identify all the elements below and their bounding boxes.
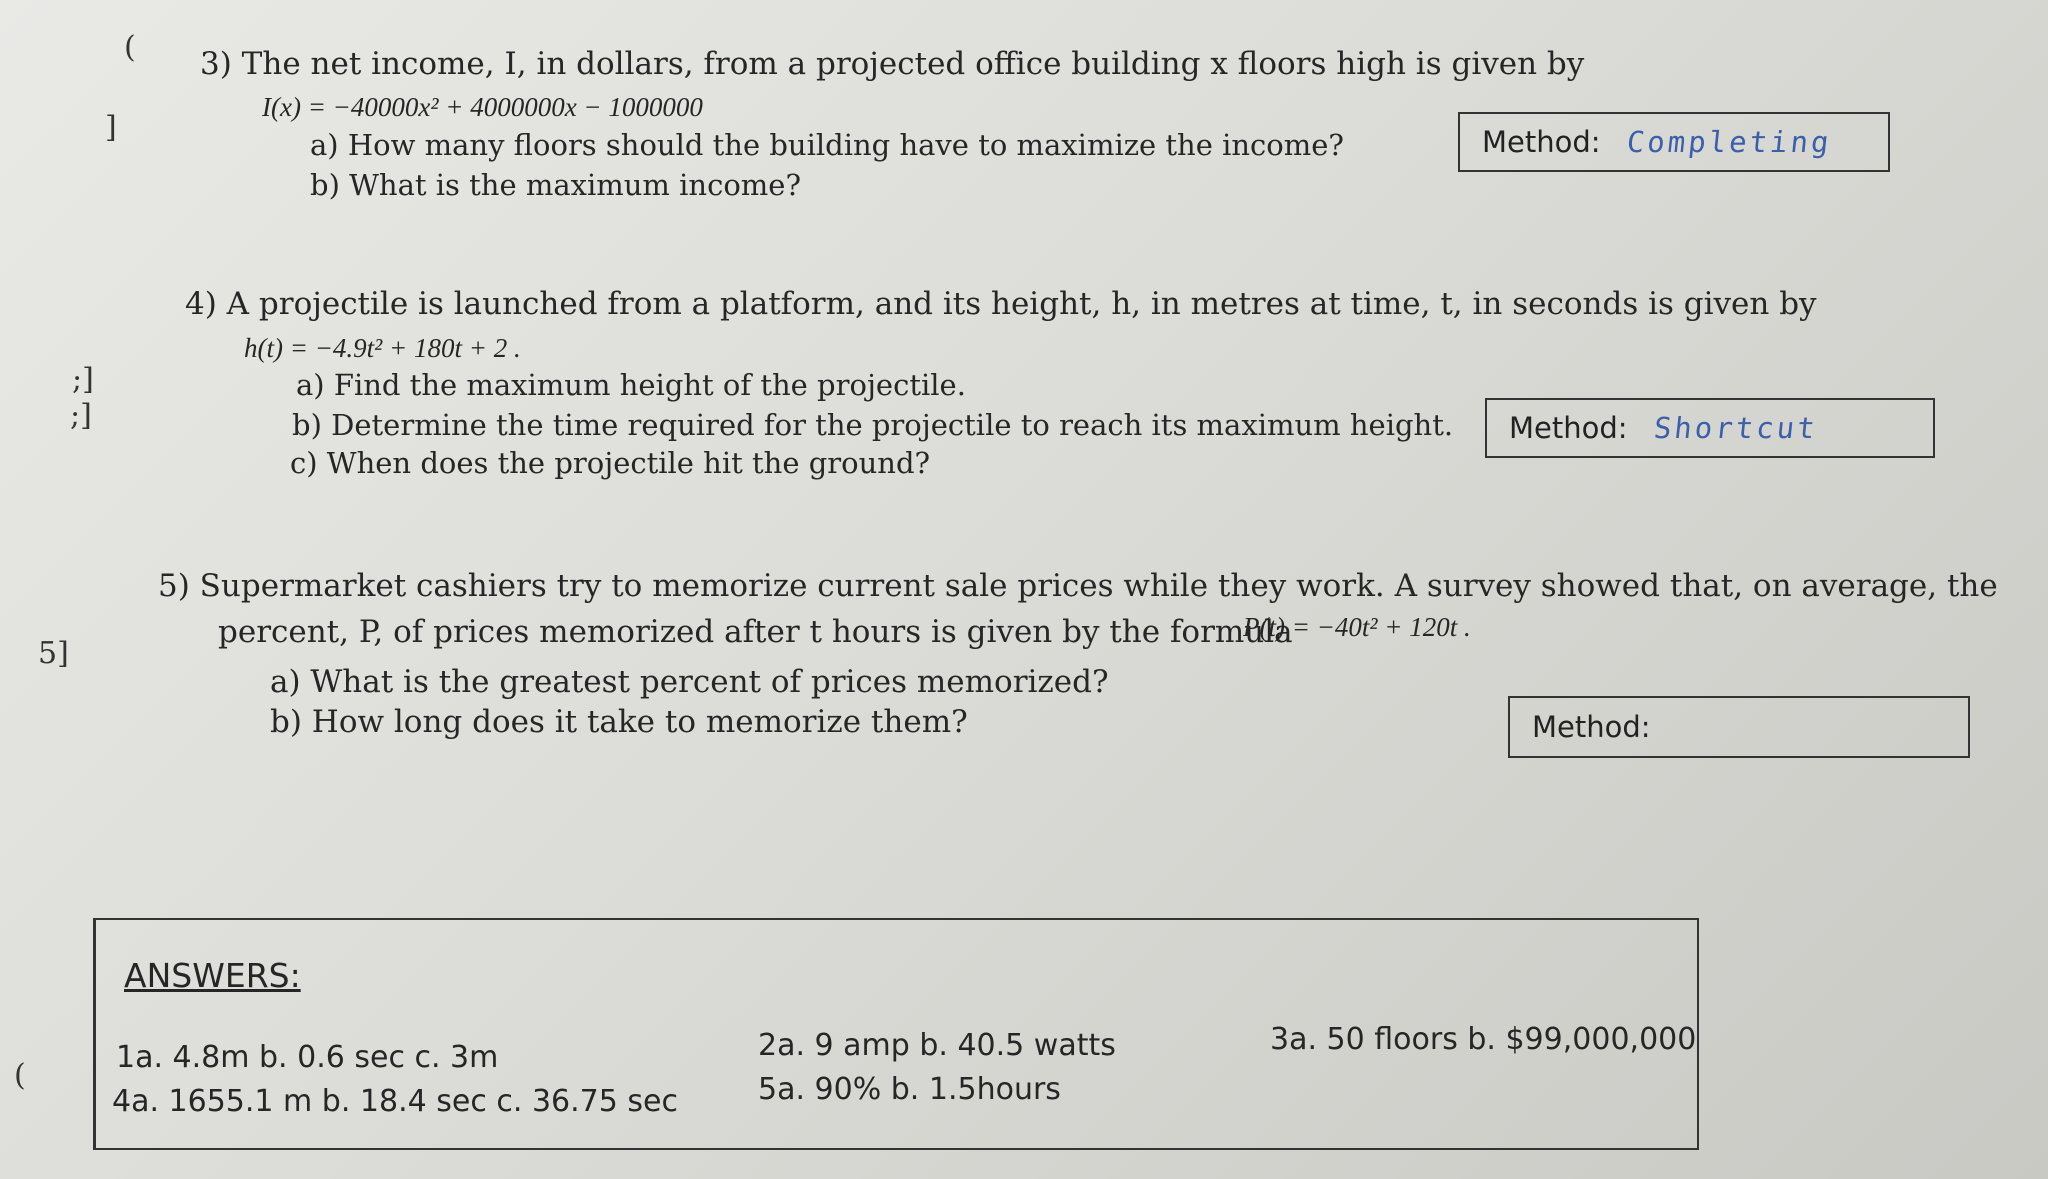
question-4-formula: h(t) = −4.9t² + 180t + 2 .	[244, 333, 521, 363]
answer-4: 4a. 1655.1 m b. 18.4 sec c. 36.75 sec	[112, 1084, 678, 1119]
question-5-text-line-2: percent, P, of prices memorized after t hours is given by the formula	[218, 614, 1293, 650]
question-3-text: 3) The net income, I, in dollars, from a projected office building x floors high is given by	[200, 46, 1585, 82]
answers-box	[93, 918, 1699, 1150]
question-4-part-c: c) When does the projectile hit the ground?	[290, 446, 931, 480]
answer-5: 5a. 90% b. 1.5hours	[758, 1072, 1061, 1107]
margin-mark: ]	[105, 110, 117, 145]
question-4-part-a: a) Find the maximum height of the projectile.	[296, 368, 966, 402]
method-handwritten: Completing	[1624, 125, 1833, 159]
margin-mark: ;]	[70, 398, 92, 433]
question-5-text-line-1: 5) Supermarket cashiers try to memorize current sale prices while they work. A survey showed that, on average, the	[158, 568, 1998, 604]
method-label: Method:	[1532, 710, 1651, 744]
answers-title: ANSWERS:	[124, 956, 301, 995]
method-box-q3	[1458, 112, 1890, 172]
margin-mark: ;]	[72, 362, 94, 397]
question-4-part-b: b) Determine the time required for the projectile to reach its maximum height.	[292, 408, 1454, 442]
answer-2: 2a. 9 amp b. 40.5 watts	[758, 1028, 1116, 1063]
question-5-part-b: b) How long does it take to memorize them?	[270, 704, 968, 740]
margin-mark: (	[124, 30, 136, 65]
question-3-formula: I(x) = −40000x² + 4000000x − 1000000	[262, 92, 703, 122]
method-box-q5	[1508, 696, 1970, 758]
method-label: Method:	[1482, 125, 1601, 159]
question-3-part-b: b) What is the maximum income?	[310, 168, 802, 202]
answer-1: 1a. 4.8m b. 0.6 sec c. 3m	[116, 1040, 499, 1075]
margin-mark: (	[14, 1058, 26, 1093]
answer-3: 3a. 50 floors b. $99,000,000	[1270, 1022, 1697, 1057]
question-5-part-a: a) What is the greatest percent of prices memorized?	[270, 664, 1109, 700]
method-handwritten: Shortcut	[1651, 411, 1820, 445]
question-5-formula: P(t) = −40t² + 120t .	[1243, 612, 1471, 642]
method-label: Method:	[1509, 411, 1628, 445]
question-3-part-a: a) How many floors should the building have to maximize the income?	[310, 128, 1344, 162]
margin-mark: 5]	[38, 636, 69, 671]
question-4-text: 4) A projectile is launched from a platform, and its height, h, in metres at time, t, in seconds is given by	[185, 286, 1817, 322]
method-box-q4	[1485, 398, 1935, 458]
